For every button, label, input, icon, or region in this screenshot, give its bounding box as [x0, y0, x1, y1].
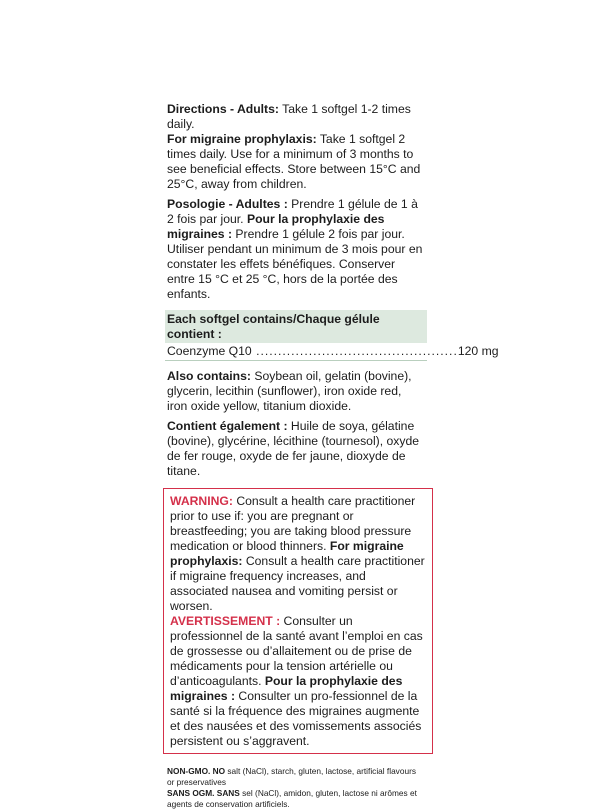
contient-heading: Contient également : — [167, 419, 288, 433]
also-contains-text: Soybean oil, gelatin (bovine), glycerin, lecithin (sunflower), iron oxide red, iron oxide yellow, titanium dioxide. — [167, 369, 412, 413]
footer-fr — [167, 788, 425, 810]
footer-fr-text: sel (NaCl), amidon, gluten, lactose ni arômes et agents de conservation artificiels. — [167, 788, 417, 809]
warning-migraine-text: Consult a health care practitioner if migraine frequency increases, and associated nausea and vomiting persist or worsen. — [170, 554, 425, 613]
ingredient-name: Coenzyme Q10 — [167, 344, 252, 358]
warning-en — [170, 494, 426, 614]
also-contains-heading: Also contains: — [167, 369, 251, 383]
avertissement-text: Consulter un professionnel de la santé avant l’emploi en cas de grossesse ou d’allaitement ou de prise de médicaments pour la tension artérielle ou d’anticoagulants. — [170, 614, 423, 688]
contient-text: Huile de soya, gélatine (bovine), glycérine, lécithine (tournesol), oxyde de fer rouge, oxyde de fer jaune, dioxyde de titane. — [167, 419, 419, 478]
ingredients-table-header: Each softgel contains/Chaque gélule contient : — [165, 310, 427, 343]
table-row — [165, 343, 499, 361]
migraine-directions-heading: For migraine prophylaxis: — [167, 132, 317, 146]
footer-en-heading: NON-GMO. NO — [167, 766, 226, 776]
contient-egalement — [167, 419, 425, 479]
posologie-text: Prendre 1 gélule de 1 à 2 fois par jour. — [167, 197, 418, 226]
leader-dots: .............................................. — [251, 344, 458, 358]
avertissement-migraine-text: Consulter un pro-fessionnel de la santé si la fréquence des migraines augmente et des nausées et des vomissements associés persistent ou s’aggravent. — [170, 689, 422, 748]
ingredient-amount: 120 mg — [457, 344, 499, 358]
warning-heading: WARNING: — [170, 494, 233, 508]
posologie-heading: Posologie - Adultes : — [167, 197, 288, 211]
directions-heading: Directions - Adults: — [167, 102, 279, 116]
posologie-migraine-heading: Pour la prophylaxie des migraines : — [167, 212, 385, 241]
avertissement-migraine-heading: Pour la prophylaxie des migraines : — [170, 674, 403, 703]
posologie-migraine-text: Prendre 1 gélule 2 fois par jour. Utiliser pendant un minimum de 3 mois pour en constater les effets bénéfiques. Conserver entre 15 °C et 25 °C, hors de la portée des enfants. — [167, 227, 423, 301]
product-label-panel — [167, 102, 499, 810]
directions-fr — [167, 197, 425, 302]
warning-box — [163, 488, 433, 754]
warning-migraine-heading: For migraine prophylaxis: — [170, 539, 404, 568]
footer-fr-heading: SANS OGM. SANS — [167, 788, 240, 798]
migraine-directions-text: Take 1 softgel 2 times daily. Use for a minimum of 3 months to see beneficial effects. Store between 15°C and 25°C, away from children. — [167, 132, 421, 191]
directions-text: Take 1 softgel 1-2 times daily. — [167, 102, 411, 131]
warning-fr — [170, 614, 426, 749]
warning-text: Consult a health care practitioner prior to use if: you are pregnant or breastfeeding; you are taking blood pressure medication or blood thinners. — [170, 494, 416, 553]
footer-en — [167, 766, 425, 788]
directions-en — [167, 102, 425, 192]
footer-en-text: salt (NaCl), starch, gluten, lactose, artificial flavours or preservatives — [167, 766, 416, 787]
also-contains — [167, 369, 425, 414]
avertissement-heading: AVERTISSEMENT : — [170, 614, 281, 628]
footer-claims — [167, 766, 425, 810]
ingredients-table — [165, 310, 499, 361]
